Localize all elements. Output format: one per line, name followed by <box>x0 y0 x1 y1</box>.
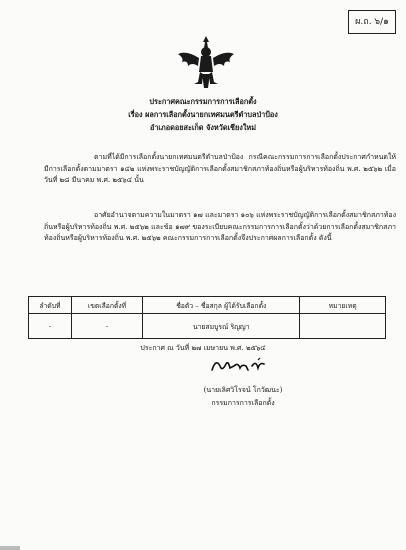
form-code-box: ผ.ถ. ๖/๑ <box>348 10 396 34</box>
col-header-name: ชื่อตัว – ชื่อสกุล ผู้ได้รับเลือกตั้ง <box>143 297 300 314</box>
header-line-3: อำเภอดอยสะเก็ด จังหวัดเชียงใหม่ <box>149 123 257 132</box>
table-row <box>29 314 386 339</box>
cell-name: นายสมบูรณ์ ริญญา <box>143 314 300 339</box>
signature-scribble-icon <box>208 356 268 376</box>
garuda-emblem-icon <box>176 34 236 90</box>
header-line-2: เรื่อง ผลการเลือกตั้งนายกเทศมนตรีตำบลป่าป้อง <box>128 110 278 119</box>
signer-name: (นายเลิศวิโรจน์ โกวัฒนะ) <box>203 386 283 394</box>
cell-remark <box>300 314 386 339</box>
page-edge-mark <box>0 546 20 550</box>
col-header-order: ลำดับที่ <box>29 297 72 314</box>
col-header-district: เขตเลือกตั้งที่ <box>71 297 142 314</box>
header-line-1: ประกาศคณะกรรมการการเลือกตั้ง <box>149 97 257 106</box>
col-header-remark: หมายเหตุ <box>300 297 386 314</box>
table-header-row <box>29 297 386 314</box>
announce-date: ประกาศ ณ วันที่ ๒๗ เมษายน พ.ศ. ๒๕๖๔ <box>140 344 266 352</box>
paragraph-2 <box>44 210 396 245</box>
signer-title: กรรมการการเลือกตั้ง <box>211 399 275 407</box>
paragraph-1-text: ตามที่ได้มีการเลือกตั้งนายกเทศมนตรีตำบลป่าป้อง กรณีคณะกรรมการการเลือกตั้งประกาศกำหนดให้มีการเลือกตั้งตามมาตรา ๑๔๒ แห่งพระราชบัญญัติการเลือกตั้งสมาชิกสภาท้องถิ่นหรือผู้บริหารท้องถิ่น พ.ศ. ๒๕๖๒ เมื่อวันที่ ๒๘ มีนาคม พ.ศ. ๒๕๖๔ นั้น <box>44 153 396 184</box>
cell-district: - <box>71 314 142 339</box>
cell-order: - <box>29 314 72 339</box>
results-table <box>28 296 386 339</box>
paragraph-1 <box>44 152 396 187</box>
paragraph-2-text: อาศัยอำนาจตามความในมาตรา ๑๗ และมาตรา ๑๐๖ แห่งพระราชบัญญัติการเลือกตั้งสมาชิกสภาท้องถิ่นหรือผู้บริหารท้องถิ่น พ.ศ. ๒๕๖๒ และข้อ ๑๗๙ ของระเบียบคณะกรรมการการเลือกตั้งว่าด้วยการเลือกตั้งสมาชิกสภาท้องถิ่นหรือผู้บริหารท้องถิ่น พ.ศ. ๒๕๖๒ คณะกรรมการการเลือกตั้งจึงประกาศผลการเลือกตั้ง ดังนี้ <box>44 211 396 242</box>
